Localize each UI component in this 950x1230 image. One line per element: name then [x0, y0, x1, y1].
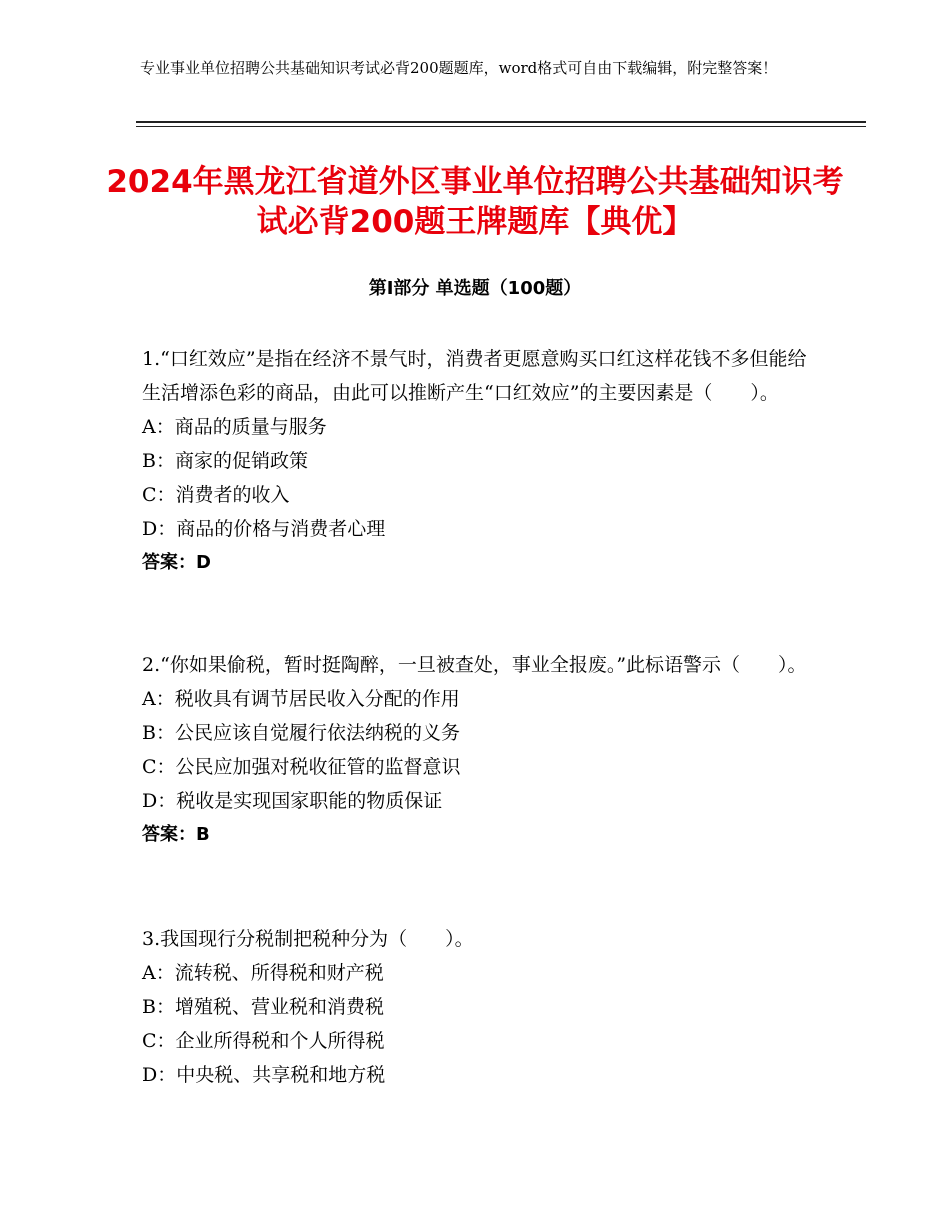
- option-c: C：公民应加强对税收征管的监督意识: [142, 756, 461, 778]
- section-title: 第Ⅰ部分 单选题（100题）: [368, 278, 582, 299]
- option-d: D：税收是实现国家职能的物质保证: [142, 790, 443, 812]
- option-c: C：消费者的收入: [142, 484, 290, 506]
- question-2: [142, 648, 807, 852]
- answer: 答案：D: [142, 552, 211, 573]
- option-a: A：流转税、所得税和财产税: [142, 962, 384, 984]
- option-b: B：公民应该自觉履行依法纳税的义务: [142, 722, 460, 744]
- question-3: [142, 922, 807, 1092]
- question-stem: 1.“口红效应”是指在经济不景气时，消费者更愿意购买口红这样花钱不多但能给生活增添色彩的商品，由此可以推断产生“口红效应”的主要因素是（ ）。: [142, 348, 807, 404]
- document-title: 2024年黑龙江省道外区事业单位招聘公共基础知识考试必背200题王牌题库【典优】: [106, 164, 844, 240]
- question-stem: 3.我国现行分税制把税种分为（ ）。: [142, 928, 474, 950]
- option-a: A：商品的质量与服务: [142, 416, 327, 438]
- answer: 答案：B: [142, 824, 210, 845]
- header-divider-thin: [136, 126, 866, 127]
- question-1: [142, 342, 807, 580]
- option-a: A：税收具有调节居民收入分配的作用: [142, 688, 460, 710]
- header-divider-thick: [136, 121, 866, 123]
- option-b: B：增殖税、营业税和消费税: [142, 996, 384, 1018]
- question-stem: 2.“你如果偷税，暂时挺陶醉，一旦被查处，事业全报废。”此标语警示（ ）。: [142, 654, 807, 676]
- option-b: B：商家的促销政策: [142, 450, 308, 472]
- option-c: C：企业所得税和个人所得税: [142, 1030, 385, 1052]
- header-note: 专业事业单位招聘公共基础知识考试必背200题题库，word格式可自由下载编辑，附完整答案！: [140, 59, 778, 77]
- option-d: D：中央税、共享税和地方税: [142, 1064, 386, 1086]
- option-d: D：商品的价格与消费者心理: [142, 518, 386, 540]
